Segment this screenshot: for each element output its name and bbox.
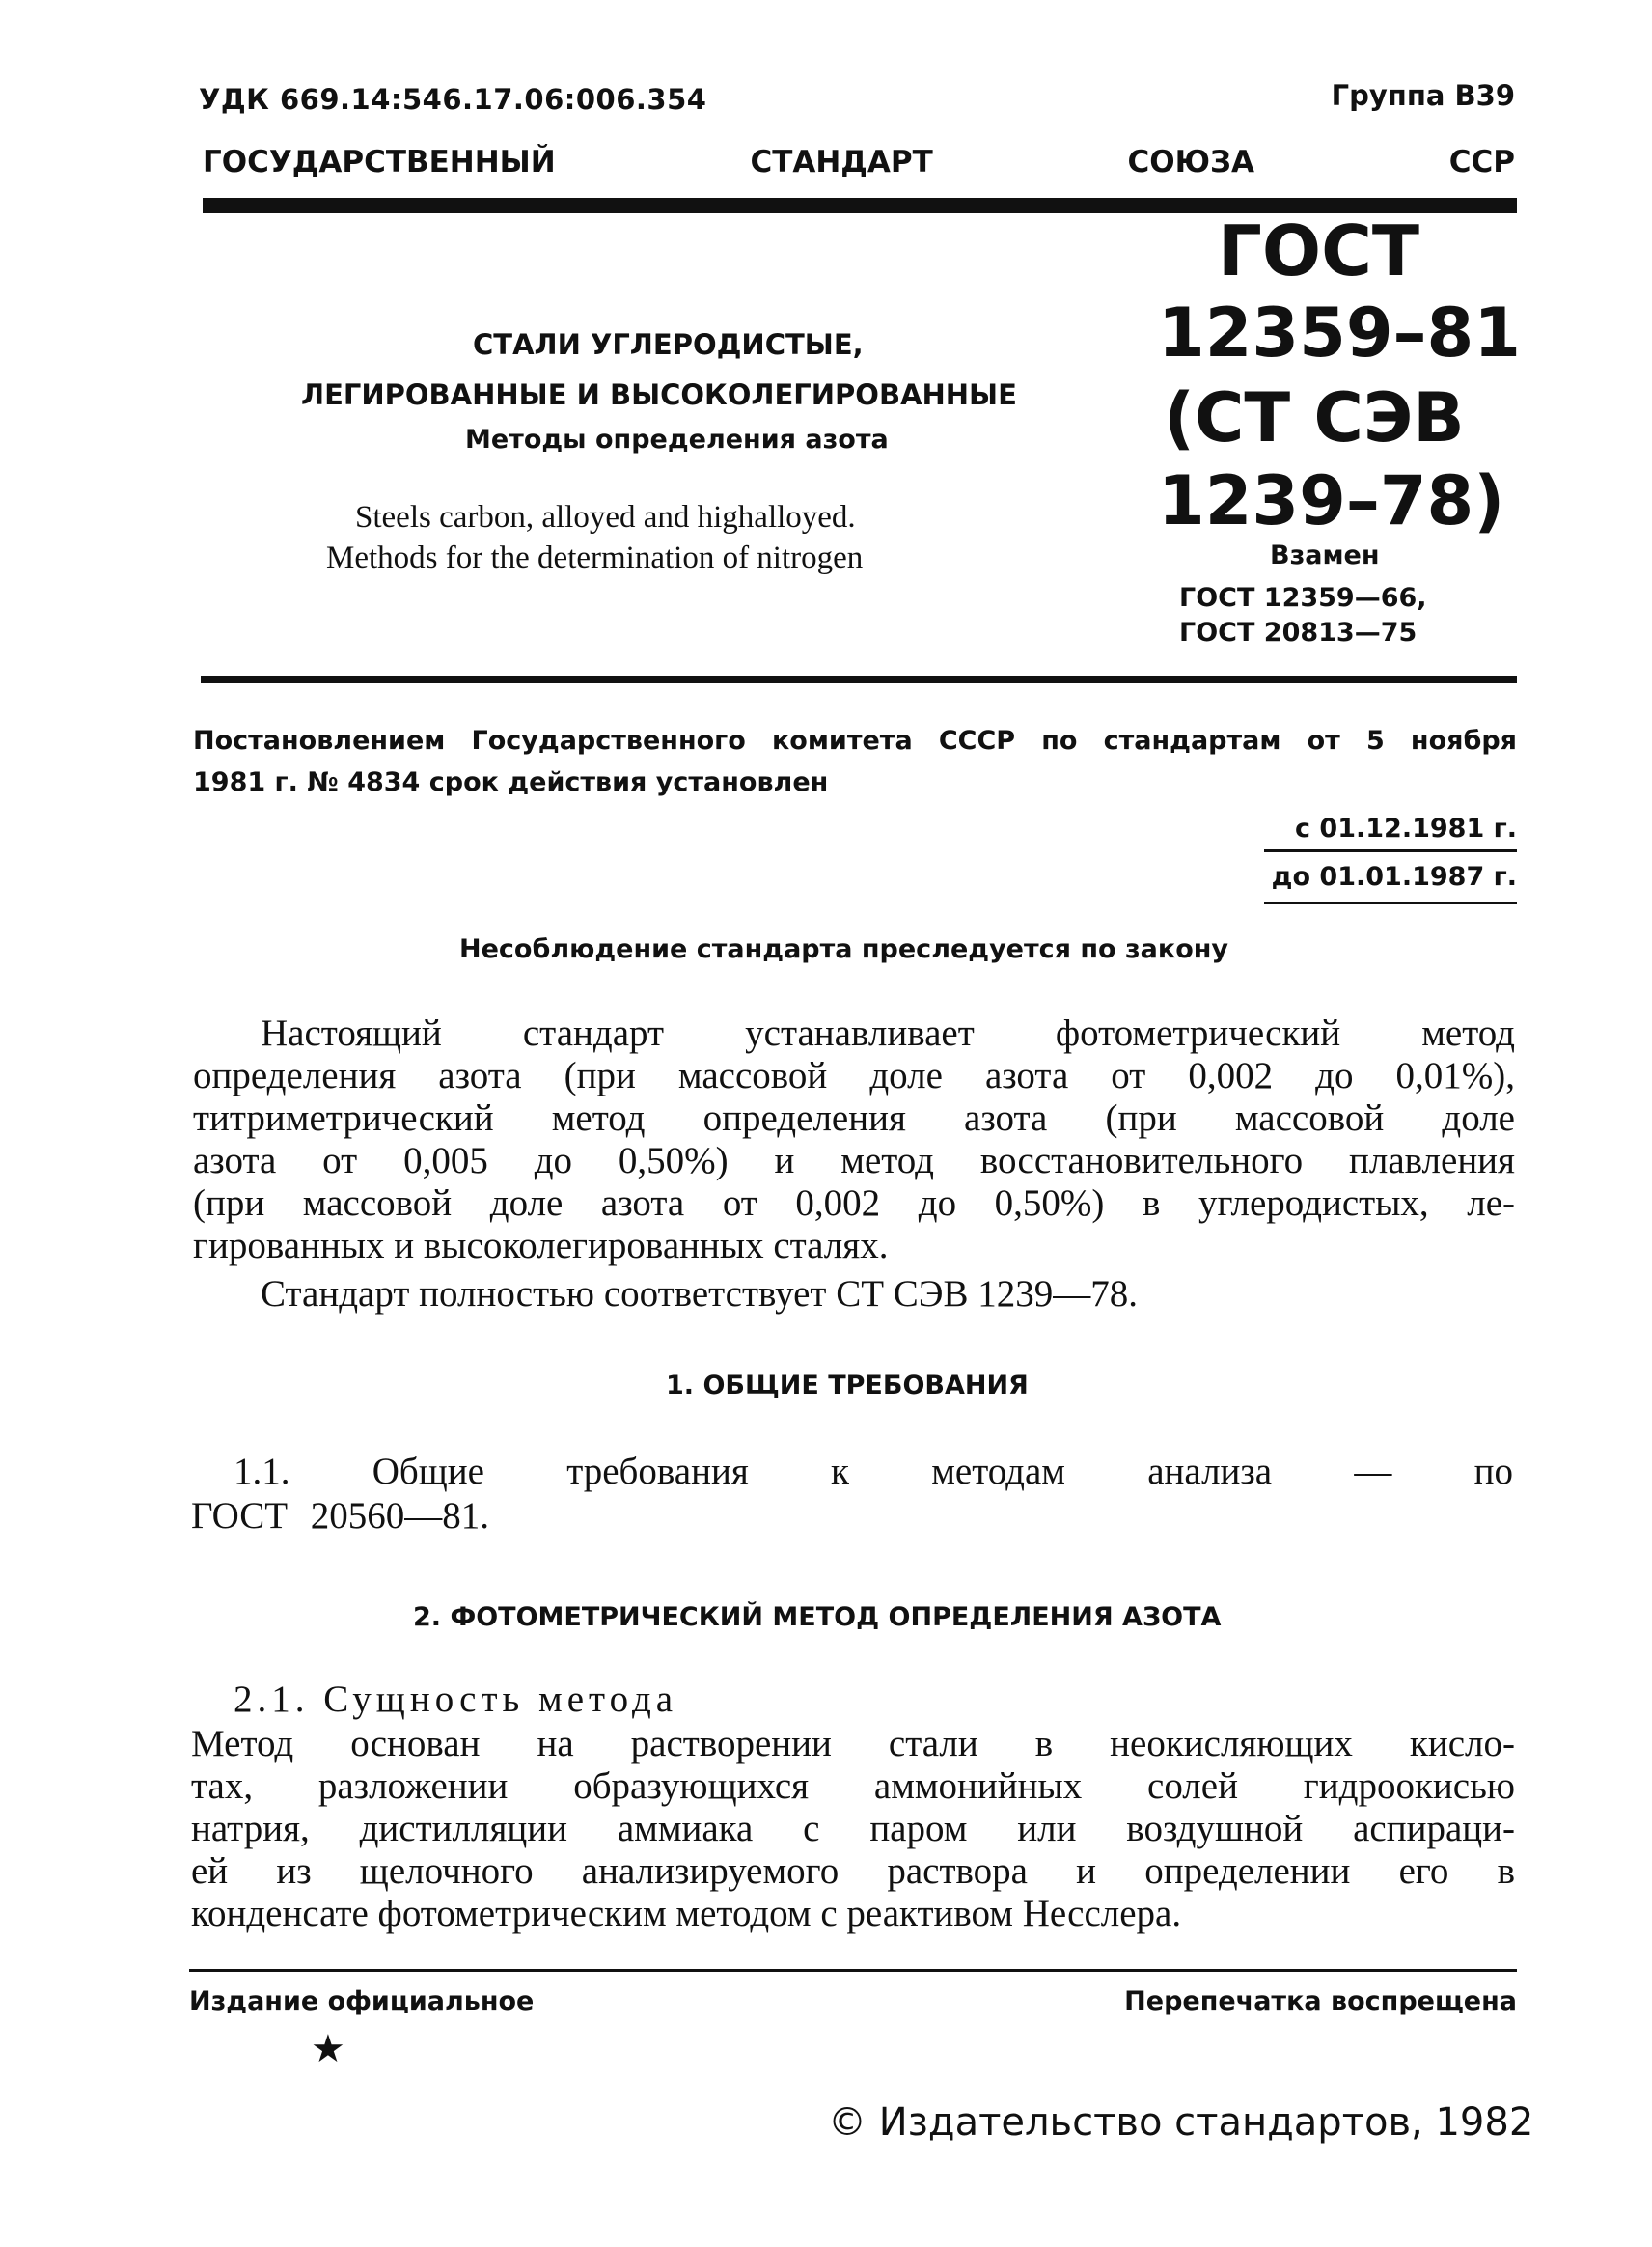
method-line-3: натрия, дистилляции аммиака с паром или воздушной аспираци- [191,1808,1515,1849]
footer-rule [189,1969,1517,1972]
intro-line-2: определения азота (при массовой доле азота от 0,002 до 0,01%), [193,1055,1515,1096]
star-icon: ★ [311,2027,345,2071]
clause-2-1-title: 2.1. Сущность метода [234,1678,678,1720]
reprint-prohibited-label: Перепечатка воспрещена [1124,1986,1517,2016]
intro-line-3: титриметрический метод определения азота (при массовой доле [193,1097,1515,1139]
valid-to-date: до 01.01.1987 г. [1271,862,1517,892]
udk-code: УДК 669.14:546.17.06:006.354 [199,83,707,116]
section-2-heading: 2. ФОТОМЕТРИЧЕСКИЙ МЕТОД ОПРЕДЕЛЕНИЯ АЗОТА [413,1602,1222,1632]
replaces-gost-1: ГОСТ 12359—66, [1179,583,1427,613]
method-line-2: тах, разложении образующихся аммонийных солей гидроокисью [191,1765,1515,1807]
copyright-notice: © Издательство стандартов, 1982 [828,2100,1534,2145]
method-line-4: ей из щелочного анализируемого раствора и определении его в [191,1850,1515,1892]
replaces-gost-2: ГОСТ 20813—75 [1179,618,1418,648]
st-sev-number: 1239–78) [1158,461,1505,541]
title-line-1: СТАЛИ УГЛЕРОДИСТЫЕ, [473,328,864,361]
english-title-line-1: Steels carbon, alloyed and highalloyed. [355,500,856,535]
legal-warning: Несоблюдение стандарта преследуется по закону [459,934,1229,964]
gost-designation: ГОСТ [1218,210,1420,291]
replaces-label: Взамен [1270,541,1380,570]
method-line-1: Метод основан на растворении стали в неокисляющих кисло- [191,1723,1515,1764]
intro-line-1: Настоящий стандарт устанавливает фотометрический метод [261,1013,1515,1054]
intro-line-5: (при массовой доле азота от 0,002 до 0,50%) в углеродистых, ле- [193,1182,1515,1224]
clause-1-1-reference: ГОСТ 20560—81. [191,1495,490,1537]
compliance-statement: Стандарт полностью соответствует СТ СЭВ 1239—78. [261,1273,1139,1315]
valid-from-date: с 01.12.1981 г. [1295,814,1517,844]
validity-underline [1264,902,1517,904]
title-divider-rule [201,676,1517,683]
clause-1-1: 1.1. Общие требования к методам анализа — по [234,1451,1513,1492]
state-standard-banner: ГОСУДАРСТВЕННЫЙ СТАНДАРТ СОЮЗА ССР [203,145,1515,180]
section-1-heading: 1. ОБЩИЕ ТРЕБОВАНИЯ [666,1371,1029,1401]
validity-divider [1264,849,1517,852]
intro-line-4: азота от 0,005 до 0,50%) и метод восстановительного плавления [193,1140,1515,1181]
decree-line-2: 1981 г. № 4834 срок действия установлен [193,767,829,797]
title-subtitle: Методы определения азота [465,425,889,455]
gost-number: 12359–81 [1158,293,1521,373]
official-edition-label: Издание официальное [189,1986,535,2016]
decree-line-1: Постановлением Государственного комитета СССР по стандартам от 5 ноября [193,726,1517,756]
st-sev-label: (СТ СЭВ [1164,378,1465,458]
intro-line-6: гированных и высоколегированных сталях. [193,1225,889,1266]
title-line-2: ЛЕГИРОВАННЫЕ И ВЫСОКОЛЕГИРОВАННЫЕ [301,378,1017,411]
method-line-5: конденсате фотометрическим методом с реактивом Несслера. [191,1893,1182,1934]
group-code: Группа В39 [1331,79,1515,112]
english-title-line-2: Methods for the determination of nitrogen [326,541,864,575]
